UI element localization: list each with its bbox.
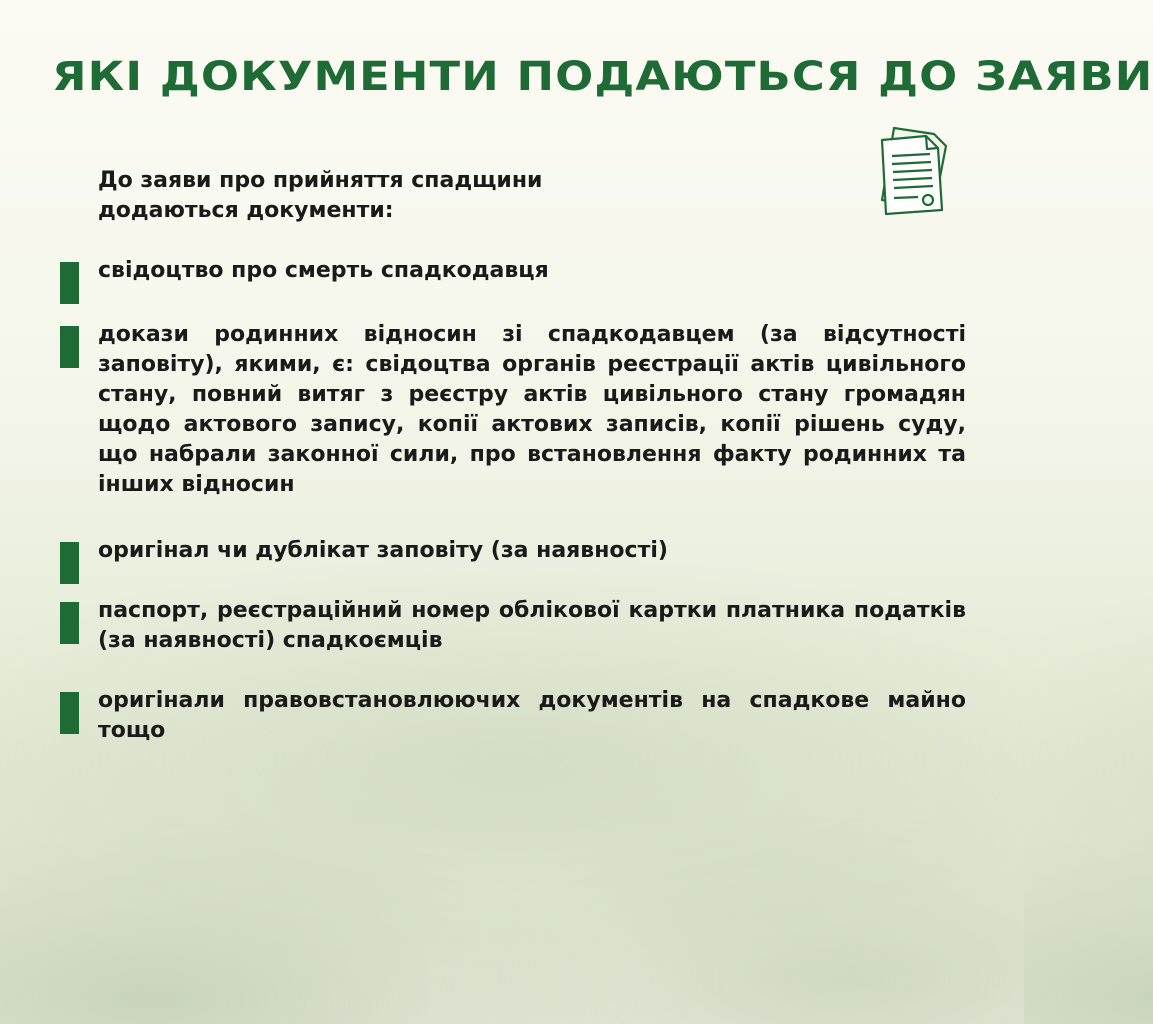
list-item-text: свідоцтво про смерть спадкодавця bbox=[98, 258, 549, 283]
document-icon bbox=[872, 124, 952, 216]
intro-text bbox=[98, 166, 698, 226]
list-item-text: оригінали правовстановлюючих документів на спадкове майно тощо bbox=[98, 688, 966, 743]
bullet-bar bbox=[60, 262, 79, 304]
list-item-text: оригінал чи дублікат заповіту (за наявності) bbox=[98, 538, 668, 563]
bullet-bar bbox=[60, 326, 79, 368]
list-item-text: паспорт, реєстраційний номер облікової картки платника податків (за наявності) спадкоємців bbox=[98, 598, 966, 653]
bullet-bar bbox=[60, 692, 79, 734]
intro-line-1: До заяви про прийняття спадщини bbox=[98, 168, 543, 193]
list-item-text: докази родинних відносин зі спадкодавцем (за відсутності заповіту), якими, є: свідоцтва органів реєстрації актів цивільного стану, повний витяг з реєстру актів цивільного стану громадян щодо актового запису, копії актових записів, копії рішень суду, що набрали законної сили, про встановлення факту родинних та інших відносин bbox=[98, 322, 966, 497]
intro-line-2: додаються документи: bbox=[98, 198, 394, 223]
page-title: ЯКІ ДОКУМЕНТИ ПОДАЮТЬСЯ ДО ЗАЯВИ bbox=[52, 54, 1153, 100]
bullet-bar bbox=[60, 602, 79, 644]
bullet-bar bbox=[60, 542, 79, 584]
